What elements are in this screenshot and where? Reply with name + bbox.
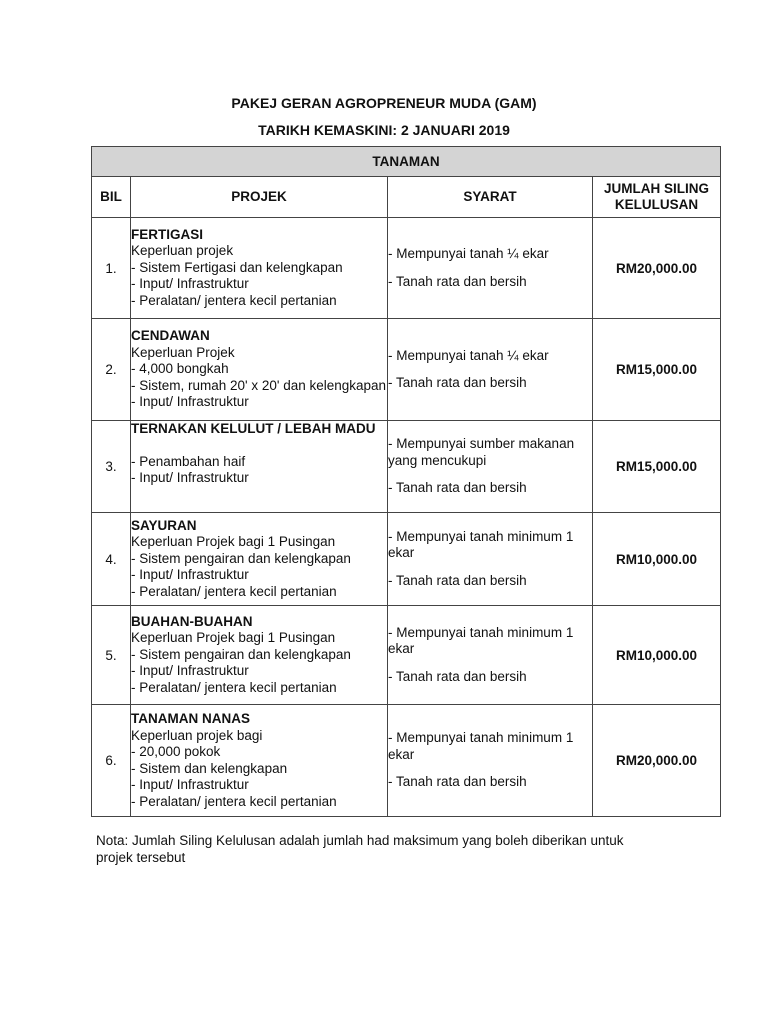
row-number: 3. — [92, 421, 131, 513]
project-detail-line: - Sistem Fertigasi dan kelengkapan — [131, 259, 343, 275]
project-detail-line: - Sistem pengairan dan kelengkapan — [131, 646, 351, 662]
footnote: Nota: Jumlah Siling Kelulusan adalah jumlah had maksimum yang boleh diberikan untuk projek tersebut — [96, 833, 624, 865]
requirement-cell — [388, 606, 593, 705]
requirement-cell — [388, 319, 593, 421]
requirement-item: - Tanah rata dan bersih — [388, 774, 527, 790]
project-cell — [131, 513, 388, 606]
requirement-cell — [388, 218, 593, 319]
requirement-item: - Mempunyai tanah minimum 1 ekar — [388, 730, 574, 762]
header-bil: BIL — [92, 177, 131, 218]
table-row — [92, 218, 721, 319]
table-body — [92, 218, 721, 817]
requirement-item: - Tanah rata dan bersih — [388, 572, 527, 588]
project-cell — [131, 421, 388, 513]
project-name: TERNAKAN KELULUT / LEBAH MADU — [131, 421, 376, 436]
project-name: FERTIGASI — [131, 226, 204, 242]
project-cell — [131, 319, 388, 421]
project-detail-line: - Input/ Infrastruktur — [131, 394, 249, 410]
project-detail-line: - Input/ Infrastruktur — [131, 470, 249, 485]
project-detail-line: Keperluan Projek bagi 1 Pusingan — [131, 630, 336, 646]
project-name: BUAHAN-BUAHAN — [131, 613, 253, 629]
approval-ceiling-amount: RM15,000.00 — [593, 319, 721, 421]
project-detail-line: - Penambahan haif — [131, 453, 246, 469]
row-number: 4. — [92, 513, 131, 606]
table-row — [92, 421, 721, 513]
project-detail-line: - Peralatan/ jentera kecil pertanian — [131, 793, 337, 809]
approval-ceiling-amount: RM15,000.00 — [593, 421, 721, 513]
table-row — [92, 319, 721, 421]
project-detail-line: - Peralatan/ jentera kecil pertanian — [131, 583, 337, 599]
project-detail-line: - Sistem, rumah 20' x 20' dan kelengkapan — [131, 377, 387, 393]
approval-ceiling-amount: RM20,000.00 — [593, 705, 721, 817]
requirement-cell — [388, 513, 593, 606]
project-detail-line: Keperluan projek bagi — [131, 727, 263, 743]
row-number: 2. — [92, 319, 131, 421]
header-projek: PROJEK — [131, 177, 388, 218]
requirement-item: - Tanah rata dan bersih — [388, 480, 527, 496]
project-name: CENDAWAN — [131, 328, 210, 344]
requirement-item: - Tanah rata dan bersih — [388, 668, 527, 684]
project-detail-line: Keperluan Projek — [131, 344, 235, 360]
requirement-item: - Mempunyai tanah ¼ ekar — [388, 347, 549, 363]
approval-ceiling-amount: RM10,000.00 — [593, 513, 721, 606]
row-number: 5. — [92, 606, 131, 705]
project-detail-line: - 20,000 pokok — [131, 744, 221, 759]
project-detail-line: Keperluan Projek bagi 1 Pusingan — [131, 534, 336, 550]
project-cell — [131, 218, 388, 319]
project-detail-line: - 4,000 bongkah — [131, 361, 229, 377]
project-detail-line: - Sistem dan kelengkapan — [131, 760, 288, 776]
requirement-item: - Mempunyai tanah minimum 1 ekar — [388, 528, 574, 561]
document-title: PAKEJ GERAN AGROPRENEUR MUDA (GAM) — [231, 95, 537, 111]
project-cell — [131, 606, 388, 705]
project-detail-line: - Input/ Infrastruktur — [131, 663, 249, 679]
requirement-item: - Tanah rata dan bersih — [388, 273, 527, 289]
section-header: TANAMAN — [92, 147, 721, 177]
row-number: 6. — [92, 705, 131, 817]
project-cell — [131, 705, 388, 817]
requirement-cell — [388, 421, 593, 513]
project-name: SAYURAN — [131, 517, 197, 533]
project-detail-line: - Peralatan/ jentera kecil pertanian — [131, 292, 337, 308]
table-row — [92, 606, 721, 705]
requirement-item: - Mempunyai sumber makanan yang mencukupi — [388, 436, 575, 468]
requirement-item: - Mempunyai tanah minimum 1 ekar — [388, 624, 574, 657]
project-detail-line: - Sistem pengairan dan kelengkapan — [131, 550, 351, 566]
requirement-item: - Tanah rata dan bersih — [388, 375, 527, 390]
table-row — [92, 705, 721, 817]
row-number: 1. — [92, 218, 131, 319]
project-detail-line: - Peralatan/ jentera kecil pertanian — [131, 679, 337, 695]
grant-table — [91, 146, 721, 817]
project-detail-line: - Input/ Infrastruktur — [131, 777, 249, 792]
header-syarat: SYARAT — [388, 177, 593, 218]
approval-ceiling-amount: RM10,000.00 — [593, 606, 721, 705]
project-detail-line: - Input/ Infrastruktur — [131, 276, 249, 292]
approval-ceiling-amount: RM20,000.00 — [593, 218, 721, 319]
table-row — [92, 513, 721, 606]
project-detail-line: Keperluan projek — [131, 243, 234, 259]
requirement-item: - Mempunyai tanah ¼ ekar — [388, 246, 549, 261]
project-name: TANAMAN NANAS — [131, 711, 250, 726]
project-detail-line: - Input/ Infrastruktur — [131, 567, 249, 583]
header-jumlah: JUMLAH SILING KELULUSAN — [593, 177, 721, 218]
document-subtitle: TARIKH KEMASKINI: 2 JANUARI 2019 — [258, 122, 510, 138]
requirement-cell — [388, 705, 593, 817]
